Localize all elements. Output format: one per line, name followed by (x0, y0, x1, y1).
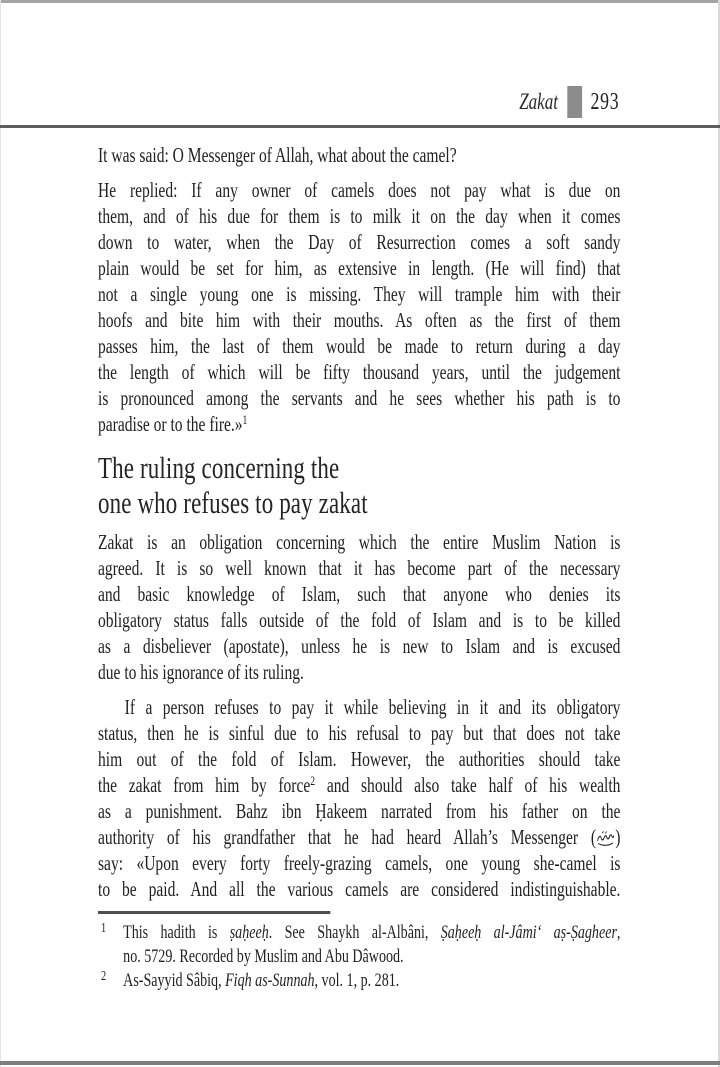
text-line: agreed. It is so well known that it has become part of the necessary (98, 556, 621, 580)
text-line: If a person refuses to pay it while believing in it and its obligatory (124, 695, 621, 719)
footnote-reference: 1 (242, 412, 248, 427)
heading-line: The ruling concerning the (98, 450, 340, 485)
text-line: not a single young one is missing. They will trample him with their (98, 282, 621, 306)
footnote-line: As-Sayyid Sâbiq, Fiqh as-Sunnah, vol. 1, p. 281. (123, 970, 400, 991)
footnote-marker: 1 (100, 921, 107, 936)
text-line: down to water, when the Day of Resurrection comes a soft sandy (98, 230, 621, 254)
footnote-separator (98, 911, 330, 914)
text-line: him out of the fold of Islam. However, the authorities should take (98, 747, 621, 771)
footnote (98, 921, 620, 969)
page-top-rule (0, 0, 720, 3)
footnotes (98, 921, 620, 993)
header-section-title: Zakat (518, 89, 558, 114)
italic-text: Fiqh as-Sunnah (225, 970, 315, 991)
italic-text: Ṣaḥeeḥ al-Jâmi‘ aṣ-Ṣagheer (440, 922, 617, 943)
body-paragraph (98, 529, 620, 685)
text-line: paradise or to the fire.»$^1$ (98, 412, 248, 436)
page-left-edge (0, 0, 1, 1067)
heading-line: one who refuses to pay zakat (98, 485, 368, 520)
section-heading (98, 450, 620, 520)
text-line: authority of his grandfather that he had heard Allah’s Messenger ( ) (98, 825, 621, 849)
body-paragraph (98, 694, 620, 902)
text-line: the length of which will be fifty thousand years, until the judgement (98, 360, 621, 384)
text-line: He replied: If any owner of camels does not pay what is due on (98, 178, 621, 202)
header-divider-block (567, 86, 582, 118)
footnote-marker: 2 (100, 969, 107, 984)
text-line: status, then he is sinful due to his refusal to pay but that does not take (98, 721, 621, 745)
footnote-line: This hadith is ṣaḥeeḥ. See Shaykh al-Albâni, Ṣaḥeeḥ al-Jâmi‘ aṣ-Ṣagheer, (123, 922, 621, 943)
text-line: is pronounced among the servants and he sees whether his path is to (98, 386, 621, 410)
text-line: It was said: O Messenger of Allah, what about the camel? (98, 143, 457, 167)
text-line: Zakat is an obligation concerning which the entire Muslim Nation is (98, 530, 621, 554)
footnote-line: no. 5729. Recorded by Muslim and Abu Dâwood. (123, 946, 404, 967)
text-line: plain would be set for him, as extensive in length. (He will find) that (98, 256, 621, 280)
footnote-reference: 2 (310, 773, 316, 788)
article-body (98, 142, 620, 902)
body-paragraph (98, 177, 620, 437)
text-line: as a disbeliever (apostate), unless he is new to Islam and is excused (98, 634, 621, 658)
text-line: them, and of his due for them is to milk it on the day when it comes (98, 204, 621, 228)
text-line: the zakat from him by force$^2$ and should also take half of his wealth (98, 773, 621, 797)
page-bottom-rule (0, 1061, 720, 1065)
header-page-number: 293 (590, 88, 619, 115)
text-line: hoofs and bite him with their mouths. As often as the first of them (98, 308, 621, 332)
header-rule (0, 125, 720, 128)
text-line: passes him, the last of them would be made to return during a day (98, 334, 621, 358)
italic-text: ṣaḥeeḥ (229, 922, 269, 943)
body-paragraph (98, 142, 620, 168)
footnote (98, 969, 620, 993)
prophet-honorific-icon (596, 830, 615, 847)
text-line: as a punishment. Bahz ibn Ḥakeem narrated from his father on the (98, 799, 621, 823)
text-line: and basic knowledge of Islam, such that anyone who denies its (98, 582, 621, 606)
page-content (98, 142, 620, 993)
running-header (519, 84, 619, 120)
text-line: obligatory status falls outside of the fold of Islam and is to be killed (98, 608, 621, 632)
text-line: to be paid. And all the various camels are considered indistinguishable. (98, 877, 621, 901)
text-line: say: «Upon every forty freely-grazing camels, one young she-camel is (98, 851, 621, 875)
text-line: due to his ignorance of its ruling. (98, 660, 304, 684)
